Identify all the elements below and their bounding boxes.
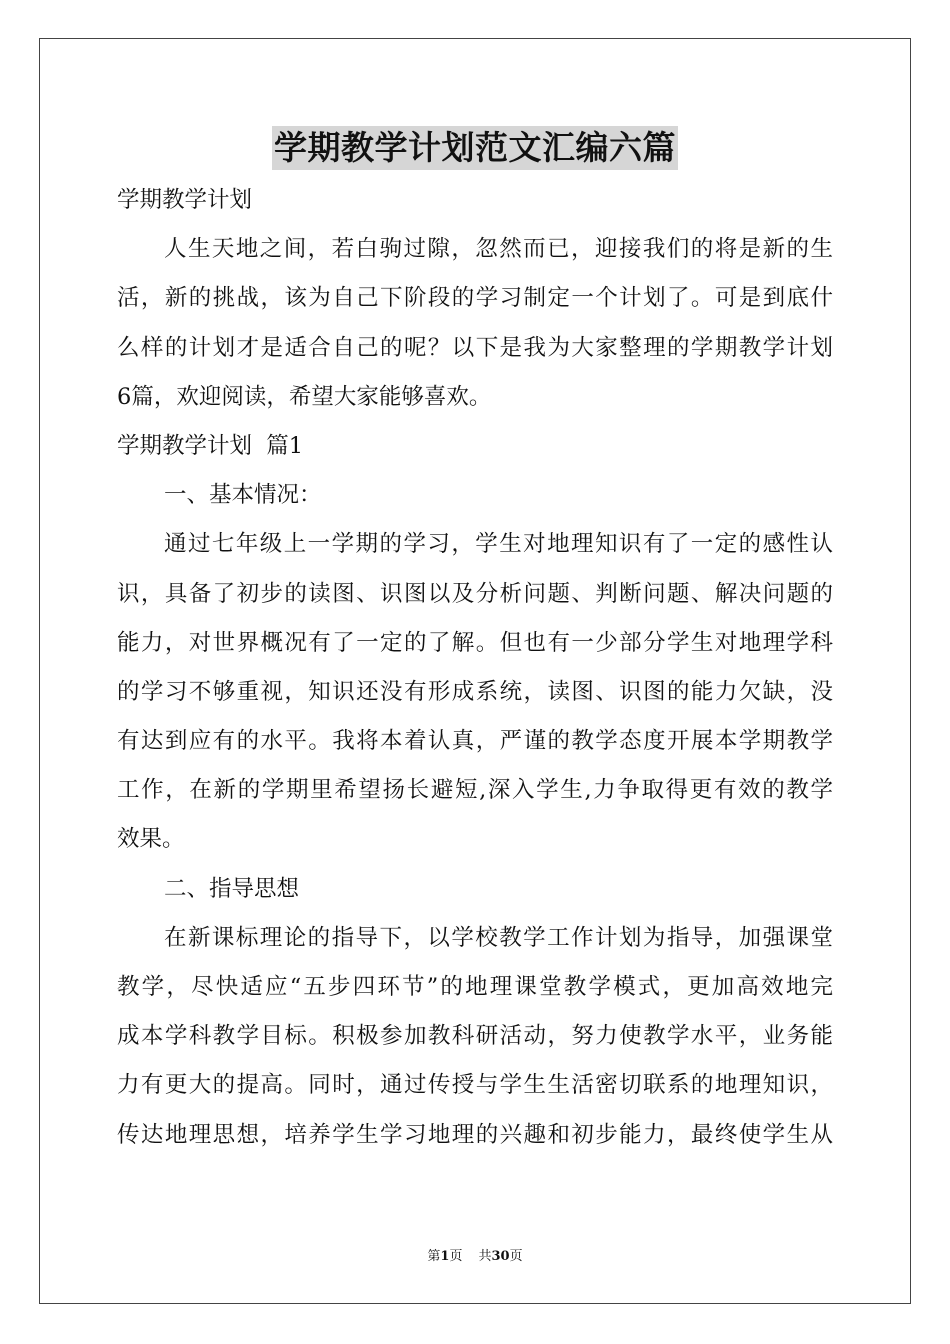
subsection-heading: 二、指导思想 xyxy=(164,875,300,902)
paragraph-line: 教学，尽快适应“五步四环节”的地理课堂教学模式，更加高效地完 xyxy=(117,974,833,1000)
paragraph-line: 的学习不够重视，知识还没有形成系统，读图、识图的能力欠缺，没 xyxy=(117,678,833,705)
paragraph-line: 效果。 xyxy=(117,826,185,853)
section-heading: 学期教学计划 篇1 xyxy=(117,432,304,459)
subsection-heading: 一、基本情况： xyxy=(164,482,322,509)
page-footer xyxy=(0,1247,950,1267)
document-title: 学期教学计划范文汇编六篇 xyxy=(272,126,678,170)
paragraph-line: 传达地理思想，培养学生学习地理的兴趣和初步能力，最终使学生从 xyxy=(117,1121,833,1148)
total-unit: 页 xyxy=(509,1249,523,1264)
paragraph-line: 识，具备了初步的读图、识图以及分析问题、判断问题、解决问题的 xyxy=(117,580,833,607)
paragraph-line: 人生天地之间，若白驹过隙，忽然而已，迎接我们的将是新的生 xyxy=(164,236,833,263)
paragraph-line: 成本学科教学目标。积极参加教科研活动，努力使教学水平，业务能 xyxy=(117,1023,833,1050)
page-unit: 页 xyxy=(449,1249,463,1264)
paragraph-line: 能力，对世界概况有了一定的了解。但也有一少部分学生对地理学科 xyxy=(117,629,833,656)
paragraph-line: 活，新的挑战，该为自己下阶段的学习制定一个计划了。可是到底什 xyxy=(117,285,833,312)
page-current: 1 xyxy=(440,1249,450,1264)
total-prefix: 共 xyxy=(478,1249,492,1264)
paragraph-line: 通过七年级上一学期的学习，学生对地理知识有了一定的感性认 xyxy=(164,531,833,558)
page-prefix: 第 xyxy=(427,1249,441,1264)
paragraph-line: 么样的计划才是适合自己的呢？以下是我为大家整理的学期教学计划 xyxy=(117,334,833,361)
total-pages: 30 xyxy=(491,1249,510,1264)
title-area xyxy=(0,126,950,170)
paragraph-line: 工作，在新的学期里希望扬长避短,深入学生,力争取得更有效的教学 xyxy=(117,777,833,804)
paragraph-line: 力有更大的提高。同时，通过传授与学生生活密切联系的地理知识， xyxy=(117,1072,833,1099)
paragraph-line: 有达到应有的水平。我将本着认真，严谨的教学态度开展本学期教学 xyxy=(117,728,833,755)
paragraph-line: 6篇，欢迎阅读，希望大家能够喜欢。 xyxy=(117,383,492,410)
section-heading: 学期教学计划 xyxy=(117,187,253,213)
paragraph-line: 在新课标理论的指导下，以学校教学工作计划为指导，加强课堂 xyxy=(164,924,833,951)
document-body xyxy=(117,176,833,1160)
